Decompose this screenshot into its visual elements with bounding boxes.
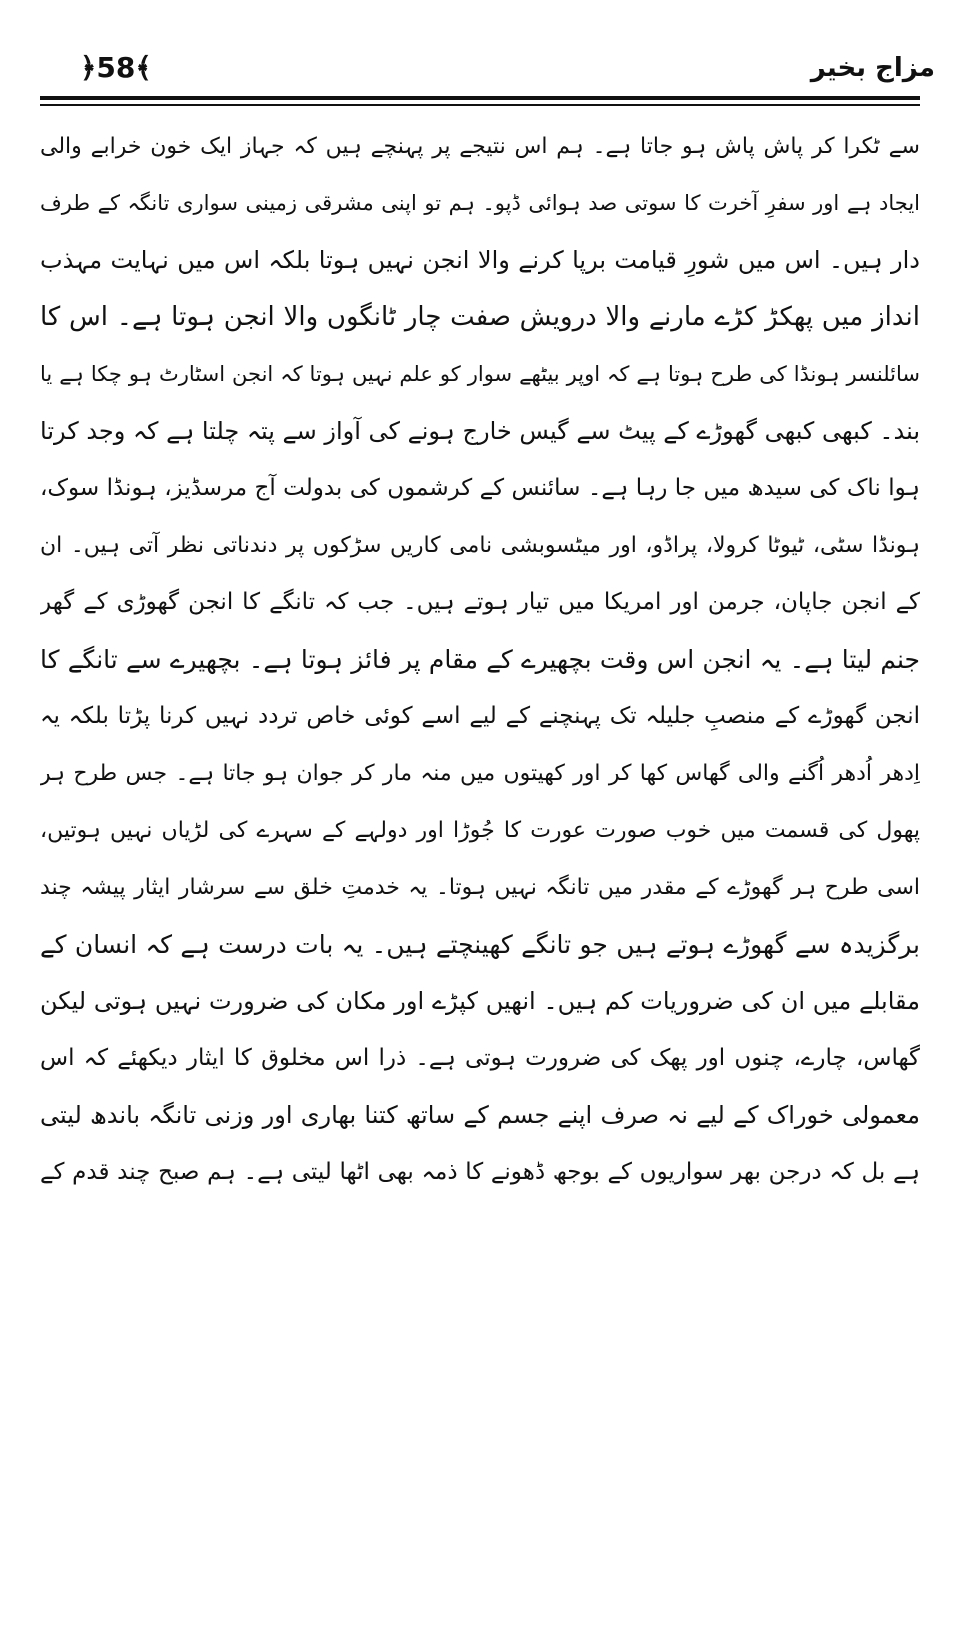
text-line: انداز میں پھکڑ کڑے مارنے والا درویش صفت چار ٹانگوں والا انجن ہوتا ہے۔ اس کا	[40, 302, 920, 332]
text-line: معمولی خوراک کے لیے نہ صرف اپنے جسم کے ساتھ کتنا بھاری اور وزنی تانگہ باندھ لیتی	[40, 1101, 920, 1129]
text-line: مقابلے میں ان کی ضروریات کم ہیں۔ انھیں کپڑے اور مکان کی ضرورت نہیں ہوتی لیکن	[40, 987, 920, 1015]
text-line: انجن گھوڑے کے منصبِ جلیلہ تک پہنچنے کے لیے اسے کوئی خاص تردد نہیں کرنا پڑتا بلکہ یہ	[40, 703, 920, 729]
text-line: سے ٹکرا کر پاش پاش ہو جاتا ہے۔ ہم اس نتیجے پر پہنچے ہیں کہ جہاز ایک خون خرابے والی	[40, 134, 920, 159]
header-rule-thin	[40, 104, 920, 106]
page-number: ﴿58﴾	[80, 51, 152, 84]
text-line: برگزیدہ سے گھوڑے ہوتے ہیں جو تانگے کھینچتے ہیں۔ یہ بات درست ہے کہ انسان کے	[40, 930, 920, 959]
text-line: اِدھر اُدھر اُگنے والی گھاس کھا کر اور کھیتوں میں منہ مار کر جوان ہو جاتا ہے۔ جس طرح ہر	[40, 761, 920, 786]
body-text	[40, 118, 920, 1608]
text-line: جنم لیتا ہے۔ یہ انجن اس وقت بچھیرے کے مقام پر فائز ہوتا ہے۔ بچھیرے سے تانگے کا	[40, 645, 920, 674]
text-line: ہوا ناک کی سیدھ میں جا رہا ہے۔ سائنس کے کرشموں کی بدولت آج مرسڈیز، ہونڈا سوک،	[40, 475, 920, 501]
text-line: گھاس، چارے، چنوں اور پھک کی ضرورت ہوتی ہے۔ ذرا اس مخلوق کا ایثار دیکھئے کہ اس	[40, 1045, 920, 1071]
text-line: پھول کی قسمت میں خوب صورت عورت کا جُوڑا اور دولہے کے سہرے کی لڑیاں نہیں ہوتیں،	[40, 818, 920, 843]
text-line: ہونڈا سٹی، ٹیوٹا کرولا، پراڈو، اور میٹسوبشی نامی کاریں سڑکوں پر دندناتی نظر آتی ہیں۔ ان	[40, 533, 920, 558]
text-line: دار ہیں۔ اس میں شورِ قیامت برپا کرنے والا انجن نہیں ہوتا بلکہ اس میں نہایت مہذب	[40, 246, 920, 274]
header-rule-thick	[40, 96, 920, 100]
text-line: ایجاد ہے اور سفرِ آخرت کا سوتی صد ہوائی ڈپو۔ ہم تو اپنی مشرقی زمینی سواری تانگہ کے طرف	[40, 191, 920, 215]
text-line: ہے بل کہ درجن بھر سواریوں کے بوجھ ڈھونے کا ذمہ بھی اٹھا لیتی ہے۔ ہم صبح چند قدم کے	[40, 1159, 920, 1185]
book-title: مزاج بخیر	[810, 53, 935, 83]
text-line: کے انجن جاپان، جرمن اور امریکا میں تیار ہوتے ہیں۔ جب کہ تانگے کا انجن گھوڑی کے گھر	[40, 589, 920, 615]
text-line: سائلنسر ہونڈا کی طرح ہوتا ہے کہ اوپر بیٹھے سوار کو علم نہیں ہوتا کہ انجن اسٹارٹ ہو چکا ہے یا	[40, 362, 920, 386]
text-line: بند۔ کبھی کبھی گھوڑے کے پیٹ سے گیس خارج ہونے کی آواز سے پتہ چلتا ہے کہ وجد کرتا	[40, 417, 920, 445]
text-line: اسی طرح ہر گھوڑے کے مقدر میں تانگہ نہیں ہوتا۔ یہ خدمتِ خلق سے سرشار ایثار پیشہ چند	[40, 875, 920, 900]
page-header	[30, 48, 935, 92]
